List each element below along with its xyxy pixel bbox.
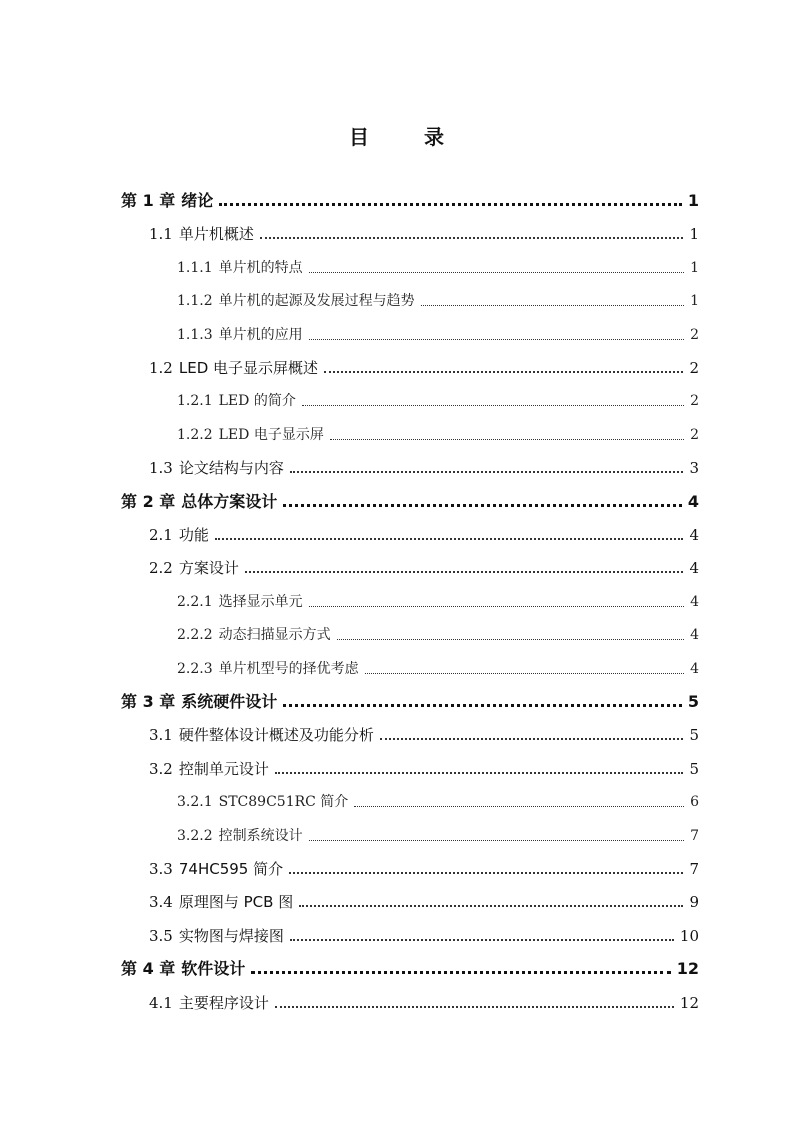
- toc-dot-leader: [354, 806, 684, 807]
- toc-entry-title: 方案设计: [178, 559, 239, 577]
- toc-entry-title: 软件设计: [181, 959, 246, 978]
- toc-dot-leader: [365, 673, 684, 674]
- toc-dot-leader: [302, 405, 684, 406]
- toc-entry-page-number: 3: [689, 459, 699, 477]
- toc-dot-leader: [275, 1006, 674, 1008]
- page-title: 目 录: [349, 125, 468, 149]
- toc-entry[interactable]: [0, 322, 699, 346]
- toc-entry[interactable]: [0, 288, 699, 312]
- toc-dot-leader: [330, 439, 684, 440]
- toc-dot-leader: [324, 371, 683, 373]
- toc-dot-leader: [283, 504, 682, 507]
- toc-entry-number: 3.1: [149, 726, 173, 744]
- toc-entry[interactable]: [0, 188, 699, 212]
- toc-entry-page-number: 4: [689, 559, 699, 577]
- toc-dot-leader: [309, 339, 684, 340]
- toc-entry-number: 2.2: [149, 559, 173, 577]
- toc-dot-leader: [245, 571, 684, 573]
- toc-dot-leader: [260, 237, 684, 239]
- toc-dot-leader: [299, 905, 683, 907]
- toc-entry[interactable]: [0, 455, 699, 479]
- toc-entry-page-number: 7: [690, 828, 699, 844]
- toc-entry-number: 2.2.3: [177, 661, 213, 677]
- toc-entry-number: 3.2.2: [177, 828, 213, 844]
- toc-entry-number: 1.3: [149, 459, 173, 477]
- toc-entry-title: 控制系统设计: [218, 828, 303, 844]
- toc-entry[interactable]: [0, 856, 699, 880]
- toc-entry-number: 1.1.3: [177, 327, 213, 343]
- toc-entry-number: 3.2.1: [177, 794, 213, 810]
- toc-dot-leader: [289, 872, 683, 874]
- toc-dot-leader: [309, 840, 684, 841]
- toc-entry[interactable]: [0, 722, 699, 746]
- toc-dot-leader: [219, 203, 682, 206]
- toc-entry-title: 原理图与 PCB 图: [178, 893, 294, 911]
- toc-entry[interactable]: [0, 255, 699, 279]
- toc-entry-title: LED 的简介: [218, 393, 296, 409]
- toc-entry[interactable]: [0, 388, 699, 412]
- toc-entry-page-number: 1: [690, 260, 699, 276]
- toc-entry[interactable]: [0, 622, 699, 646]
- toc-entry-page-number: 4: [687, 492, 699, 511]
- toc-entry-title: 主要程序设计: [178, 994, 269, 1012]
- toc-entry-number: 1.1.2: [177, 293, 213, 309]
- toc-entry-page-number: 9: [689, 893, 699, 911]
- toc-entry-title: 绪论: [181, 191, 214, 210]
- toc-entry[interactable]: [0, 522, 699, 546]
- toc-entry-number: 第 3 章: [121, 692, 176, 711]
- toc-entry-number: 2.2.2: [177, 627, 213, 643]
- toc-entry[interactable]: [0, 355, 699, 379]
- toc-entry[interactable]: [0, 756, 699, 780]
- toc-entry-number: 4.1: [149, 994, 173, 1012]
- toc-entry-number: 3.4: [149, 893, 173, 911]
- toc-entry-title: STC89C51RC 简介: [218, 794, 349, 810]
- toc-entry-number: 第 2 章: [121, 492, 176, 511]
- toc-entry-title: 实物图与焊接图: [178, 927, 284, 945]
- toc-entry-page-number: 2: [690, 327, 699, 343]
- toc-entry[interactable]: [0, 889, 699, 913]
- toc-entry-number: 1.2.1: [177, 393, 213, 409]
- toc-entry-number: 3.5: [149, 927, 173, 945]
- toc-entry-title: 论文结构与内容: [178, 459, 284, 477]
- toc-entry-page-number: 4: [690, 661, 699, 677]
- toc-entry-title: 总体方案设计: [181, 492, 278, 511]
- toc-entry[interactable]: [0, 689, 699, 713]
- toc-entry[interactable]: [0, 489, 699, 513]
- toc-entry[interactable]: [0, 589, 699, 613]
- toc-dot-leader: [290, 939, 674, 941]
- toc-entry-number: 1.2: [149, 359, 173, 377]
- toc-entry-number: 2.1: [149, 526, 173, 544]
- toc-entry[interactable]: [0, 990, 699, 1014]
- toc-entry-page-number: 4: [690, 627, 699, 643]
- toc-entry-number: 1.1.1: [177, 260, 213, 276]
- toc-entry-number: 第 1 章: [121, 191, 176, 210]
- toc-entry-title: 系统硬件设计: [181, 692, 278, 711]
- toc-entry[interactable]: [0, 221, 699, 245]
- toc-entry-title: 单片机概述: [178, 225, 254, 243]
- toc-entry-page-number: 10: [679, 927, 699, 945]
- toc-entry[interactable]: [0, 422, 699, 446]
- toc-entry-page-number: 5: [687, 692, 699, 711]
- toc-entry-title: 74HC595 简介: [178, 860, 284, 878]
- toc-entry-title: 动态扫描显示方式: [218, 627, 331, 643]
- toc-entry-number: 3.3: [149, 860, 173, 878]
- toc-entry-number: 1.2.2: [177, 427, 213, 443]
- toc-entry-page-number: 2: [689, 359, 699, 377]
- toc-dot-leader: [309, 606, 684, 607]
- toc-dot-leader: [215, 538, 684, 540]
- toc-entry-number: 1.1: [149, 225, 173, 243]
- toc-entry-page-number: 4: [690, 594, 699, 610]
- toc-entry[interactable]: [0, 789, 699, 813]
- toc-dot-leader: [380, 738, 684, 740]
- toc-entry[interactable]: [0, 823, 699, 847]
- toc-entry-page-number: 2: [690, 393, 699, 409]
- toc-entry-page-number: 5: [689, 726, 699, 744]
- toc-dot-leader: [283, 704, 682, 707]
- toc-entry-page-number: 4: [689, 526, 699, 544]
- toc-entry[interactable]: [0, 656, 699, 680]
- toc-dot-leader: [337, 639, 684, 640]
- toc-entry-title: 功能: [178, 526, 209, 544]
- toc-dot-leader: [309, 272, 684, 273]
- toc-entry-page-number: 1: [690, 293, 699, 309]
- toc-entry-number: 3.2: [149, 760, 173, 778]
- toc-entry-page-number: 2: [690, 427, 699, 443]
- toc-entry-page-number: 1: [689, 225, 699, 243]
- toc-entry-title: 硬件整体设计概述及功能分析: [178, 726, 374, 744]
- toc-entry-title: 单片机的应用: [218, 327, 303, 343]
- toc-entry[interactable]: [0, 956, 699, 980]
- toc-entry-title: LED 电子显示屏: [218, 427, 324, 443]
- toc-dot-leader: [251, 971, 670, 974]
- toc-entry-title: 控制单元设计: [178, 760, 269, 778]
- toc-entry-title: 选择显示单元: [218, 594, 303, 610]
- toc-entry-page-number: 12: [676, 959, 699, 978]
- toc-entry-title: 单片机的起源及发展过程与趋势: [218, 293, 415, 309]
- toc-entry-number: 2.2.1: [177, 594, 213, 610]
- toc-entry-page-number: 7: [689, 860, 699, 878]
- toc-dot-leader: [421, 305, 684, 306]
- toc-entry-page-number: 5: [689, 760, 699, 778]
- toc-entry[interactable]: [0, 923, 699, 947]
- toc-entry-title: 单片机型号的择优考虑: [218, 661, 359, 677]
- toc-dot-leader: [290, 471, 684, 473]
- toc-entry-page-number: 6: [690, 794, 699, 810]
- toc-dot-leader: [275, 772, 684, 774]
- toc-entry-title: 单片机的特点: [218, 260, 303, 276]
- toc-entry-page-number: 1: [687, 191, 699, 210]
- toc-entry-title: LED 电子显示屏概述: [178, 359, 319, 377]
- toc-entry[interactable]: [0, 555, 699, 579]
- toc-entry-page-number: 12: [679, 994, 699, 1012]
- toc-entry-number: 第 4 章: [121, 959, 176, 978]
